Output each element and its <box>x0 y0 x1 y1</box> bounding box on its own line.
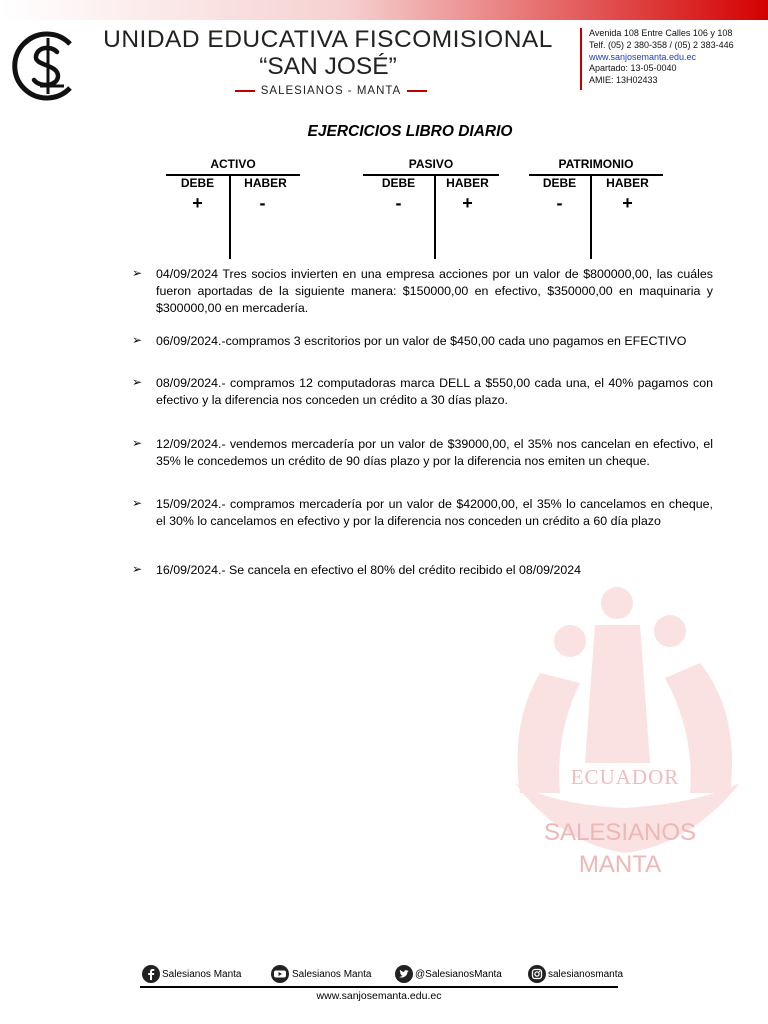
watermark-line2: MANTA <box>578 851 662 878</box>
footer-social <box>140 963 624 985</box>
twitter-handle: @SalesianosManta <box>415 968 502 980</box>
footer-instagram-link[interactable] <box>528 963 623 985</box>
t-account-name: ACTIVO <box>210 157 256 171</box>
t-account-activo <box>166 157 300 259</box>
instagram-handle: salesianosmanta <box>548 968 624 980</box>
contact-phone: Telf. (05) 2 380-358 / (05) 2 383-446 <box>589 39 734 50</box>
t-account-patrimonio <box>529 157 663 259</box>
debit-label: DEBE <box>180 176 215 190</box>
credit-sign: + <box>462 193 473 213</box>
exercise-text: 16/09/2024.- Se cancela en efectivo el 80% del crédito recibido el 08/09/2024 <box>156 563 582 577</box>
credit-label: HABER <box>446 176 489 190</box>
tagline-right-rule <box>407 90 427 92</box>
facebook-handle: Salesianos Manta <box>162 968 242 980</box>
bullet-arrow-icon: ➢ <box>132 266 143 280</box>
t-account-pasivo <box>363 157 499 259</box>
exercise-text: 12/09/2024.- vendemos mercadería por un valor de $39000,00, el 35% nos cancelan en efectivo, el 35% le concedemos un crédito de 90 días plazo y por la diferencia nos emiten un cheque. <box>156 437 713 468</box>
footer-twitter-link[interactable] <box>395 963 502 985</box>
bullet-arrow-icon: ➢ <box>132 436 143 450</box>
school-name: UNIDAD EDUCATIVA FISCOMISIONAL <box>103 26 553 53</box>
exercise-text: 04/09/2024 Tres socios invierten en una empresa acciones por un valor de $800000,00, las cuáles fueron aportadas de la siguiente manera: $150000,00 en efectivo, $350000,00 en maquinaria y $300000,00 en mercadería. <box>156 267 713 315</box>
credit-label: HABER <box>244 176 287 190</box>
credit-sign: + <box>622 193 633 213</box>
footer-youtube-link[interactable] <box>270 963 372 985</box>
watermark-country: ECUADOR <box>570 765 680 789</box>
tagline-left-rule <box>235 90 255 92</box>
debit-label: DEBE <box>381 176 416 190</box>
debit-sign: - <box>556 193 563 213</box>
youtube-handle: Salesianos Manta <box>292 968 372 980</box>
footer-website-link[interactable]: www.sanjosemanta.edu.ec <box>316 990 442 1002</box>
watermark-text <box>530 817 710 881</box>
school-logo-icon <box>12 30 84 102</box>
contact-address: Avenida 108 Entre Calles 106 y 108 <box>589 28 733 38</box>
contact-block <box>580 28 734 90</box>
exercise-text: 15/09/2024.- compramos mercadería por un valor de $42000,00, el 35% lo cancelamos en cheque, el 30% lo cancelamos en efectivo y por la diferencia nos conceden un crédito a 60 día plazo <box>156 497 713 528</box>
bullet-arrow-icon: ➢ <box>132 562 143 576</box>
debit-label: DEBE <box>542 176 577 190</box>
contact-amie: AMIE: 13H02433 <box>589 75 658 86</box>
instagram-icon <box>528 965 546 983</box>
footer-rule <box>140 986 618 988</box>
exercise-text: 08/09/2024.- compramos 12 computadoras marca DELL a $550,00 cada una, el 40% pagamos con efectivo y la diferencia nos conceden un crédito a 30 días plazo. <box>156 376 713 407</box>
footer-facebook-link[interactable] <box>142 963 242 985</box>
exercise-text: 06/09/2024.-compramos 3 escritorios por un valor de $450,00 cada uno pagamos en EFECTIVO <box>156 334 687 348</box>
school-subname: “SAN JOSÉ” <box>259 53 397 80</box>
bullet-arrow-icon: ➢ <box>132 333 143 347</box>
t-account-name: PASIVO <box>408 157 454 171</box>
debit-sign: - <box>395 193 402 213</box>
tagline <box>228 84 434 98</box>
contact-box: Apartado: 13-05-0040 <box>589 63 677 74</box>
bullet-arrow-icon: ➢ <box>132 375 143 389</box>
tagline-text: SALESIANOS - MANTA <box>260 85 402 97</box>
bullet-arrow-icon: ➢ <box>132 496 143 510</box>
facebook-icon <box>142 965 160 983</box>
credit-label: HABER <box>606 176 649 190</box>
watermark-line1: SALESIANOS <box>543 819 697 846</box>
youtube-icon <box>270 965 290 983</box>
document-title: EJERCICIOS LIBRO DIARIO <box>307 123 513 140</box>
t-account-name: PATRIMONIO <box>558 157 634 171</box>
credit-sign: - <box>259 193 266 213</box>
contact-website-link[interactable]: www.sanjosemanta.edu.ec <box>589 51 697 62</box>
twitter-icon <box>395 965 413 983</box>
top-color-bar <box>0 0 768 20</box>
debit-sign: + <box>192 193 203 213</box>
